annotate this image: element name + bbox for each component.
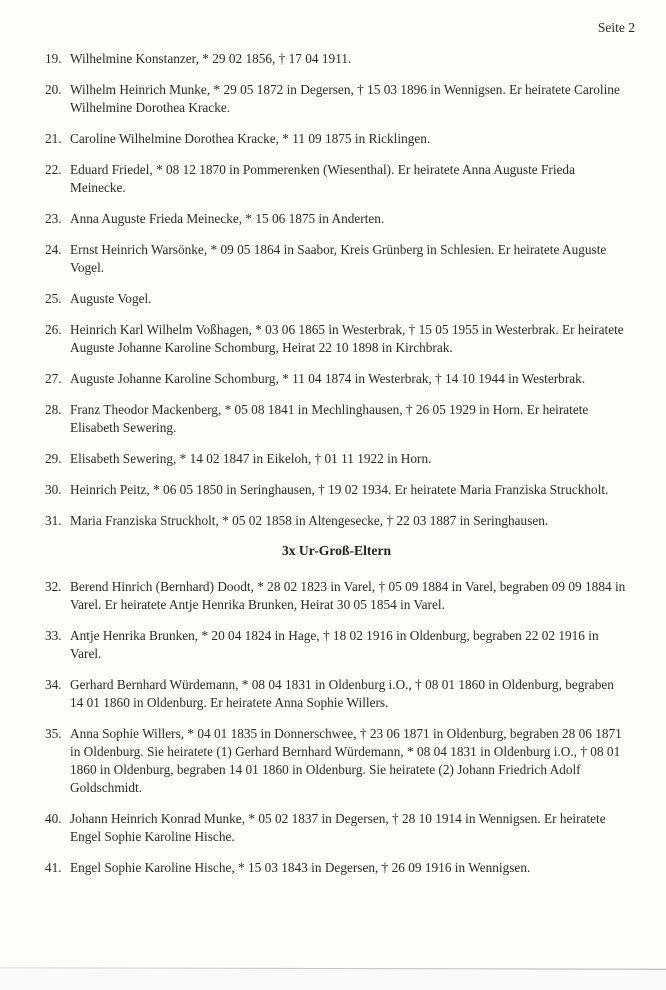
entry-29 (45, 450, 628, 468)
entry-19 (45, 50, 628, 68)
entry-27 (45, 370, 628, 388)
entry-number: 26. (45, 322, 62, 337)
entry-number: 24. (45, 242, 62, 257)
entry-41 (45, 859, 628, 877)
entry-text: Heinrich Karl Wilhelm Voßhagen, * 03 06 1865 in Westerbrak, † 15 05 1955 in Westerbrak. Er heiratete Auguste Johanne Karoline Schomburg, Heirat 22 10 1898 in Kirchbrak. (70, 322, 624, 355)
entry-text: Caroline Wilhelmine Dorothea Kracke, * 11 09 1875 in Ricklingen. (70, 131, 431, 146)
entry-text: Elisabeth Sewering, * 14 02 1847 in Eikeloh, † 01 11 1922 in Horn. (70, 451, 432, 466)
page-content (45, 50, 628, 890)
entry-number: 21. (45, 131, 62, 146)
entry-25 (45, 290, 628, 308)
scan-page-edge (0, 969, 666, 990)
entry-40 (45, 810, 628, 846)
entry-number: 35. (45, 726, 62, 741)
entry-text: Gerhard Bernhard Würdemann, * 08 04 1831 in Oldenburg i.O., † 08 01 1860 in Oldenburg, begraben 14 01 1860 in Oldenburg. Er heiratete Anna Sophie Willers. (70, 677, 614, 710)
entry-text: Johann Heinrich Konrad Munke, * 05 02 1837 in Degersen, † 28 10 1914 in Wennigsen. Er heiratete Engel Sophie Karoline Hische. (70, 811, 606, 844)
entry-text: Auguste Vogel. (70, 291, 152, 306)
entry-21 (45, 130, 628, 148)
section-heading: 3x Ur-Groß-Eltern (281, 543, 392, 558)
entry-24 (45, 241, 628, 277)
entry-number: 20. (45, 82, 62, 97)
entry-number: 32. (45, 579, 62, 594)
entry-35 (45, 725, 628, 797)
entry-text: Anna Sophie Willers, * 04 01 1835 in Donnerschwee, † 23 06 1871 in Oldenburg, begraben 28 06 1871 in Oldenburg. Sie heiratete (1) Gerhard Bernhard Würdemann, * 08 04 1831 in Oldenburg i.O., † 08 01 1860 in Oldenburg, begraben 14 01 1860 in Oldenburg. Sie heiratete (2) Johann Friedrich Adolf Goldschmidt. (70, 726, 622, 795)
entry-number: 28. (45, 402, 62, 417)
entry-26 (45, 321, 628, 357)
entry-number: 27. (45, 371, 62, 386)
entry-number: 19. (45, 51, 62, 66)
entry-number: 33. (45, 628, 62, 643)
entry-20 (45, 81, 628, 117)
entry-text: Berend Hinrich (Bernhard) Doodt, * 28 02 1823 in Varel, † 05 09 1884 in Varel, begraben 09 09 1884 in Varel. Er heiratete Antje Henrika Brunken, Heirat 30 05 1854 in Varel. (70, 579, 626, 612)
entry-23 (45, 210, 628, 228)
entry-30 (45, 481, 628, 499)
entry-text: Anna Auguste Frieda Meinecke, * 15 06 1875 in Anderten. (70, 211, 385, 226)
entry-33 (45, 627, 628, 663)
entry-28 (45, 401, 628, 437)
entry-text: Maria Franziska Struckholt, * 05 02 1858 in Altengesecke, † 22 03 1887 in Seringhausen. (70, 513, 549, 528)
entry-number: 41. (45, 860, 62, 875)
entry-text: Wilhelmine Konstanzer, * 29 02 1856, † 17 04 1911. (70, 51, 352, 66)
entry-text: Franz Theodor Mackenberg, * 05 08 1841 in Mechlinghausen, † 26 05 1929 in Horn. Er heiratete Elisabeth Sewering. (70, 402, 589, 435)
entry-34 (45, 676, 628, 712)
entry-text: Engel Sophie Karoline Hische, * 15 03 1843 in Degersen, † 26 09 1916 in Wennigsen. (70, 860, 531, 875)
entry-text: Wilhelm Heinrich Munke, * 29 05 1872 in Degersen, † 15 03 1896 in Wennigsen. Er heiratete Caroline Wilhelmine Dorothea Kracke. (70, 82, 620, 115)
entry-text: Ernst Heinrich Warsönke, * 09 05 1864 in Saabor, Kreis Grünberg in Schlesien. Er heiratete Auguste Vogel. (70, 242, 607, 275)
section-3x-urgross-eltern (45, 578, 628, 877)
page-number-label: Seite 2 (597, 20, 635, 35)
entry-number: 34. (45, 677, 62, 692)
entry-number: 31. (45, 513, 62, 528)
entry-text: Auguste Johanne Karoline Schomburg, * 11 04 1874 in Westerbrak, † 14 10 1944 in Westerbrak. (70, 371, 586, 386)
entry-number: 25. (45, 291, 62, 306)
entry-number: 22. (45, 162, 62, 177)
entry-number: 29. (45, 451, 62, 466)
entry-text: Antje Henrika Brunken, * 20 04 1824 in Hage, † 18 02 1916 in Oldenburg, begraben 22 02 1916 in Varel. (70, 628, 599, 661)
entry-number: 23. (45, 211, 62, 226)
entry-22 (45, 161, 628, 197)
entry-31 (45, 512, 628, 530)
section-ancestors-continued (45, 50, 628, 530)
entry-number: 40. (45, 811, 62, 826)
entry-text: Eduard Friedel, * 08 12 1870 in Pommerenken (Wiesenthal). Er heiratete Anna Auguste Frieda Meinecke. (70, 162, 575, 195)
entry-32 (45, 578, 628, 614)
entry-text: Heinrich Peitz, * 06 05 1850 in Seringhausen, † 19 02 1934. Er heiratete Maria Franziska Struckholt. (70, 482, 609, 497)
entry-number: 30. (45, 482, 62, 497)
